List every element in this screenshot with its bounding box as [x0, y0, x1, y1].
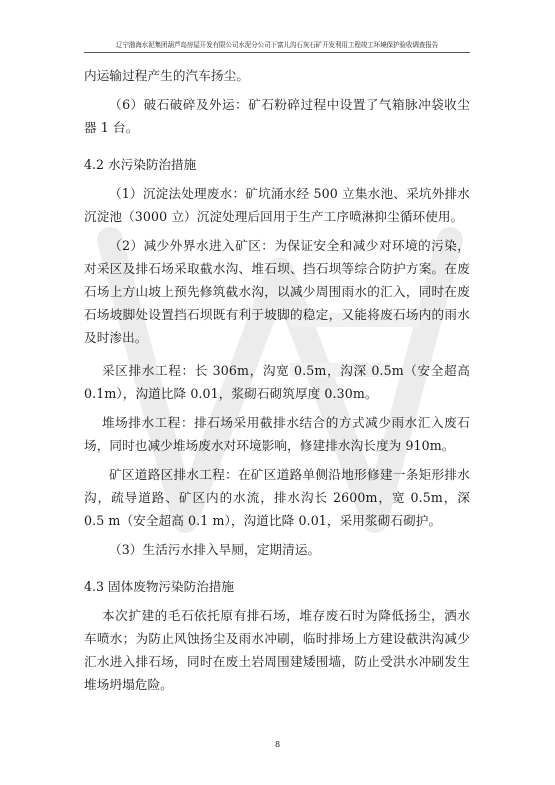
paragraph-road-drainage: 矿区道路区排水工程：在矿区道路单侧沿地形修建一条矩形排水沟，疏导道路、矿区内的水流，排水沟长 2600m，宽 0.5m，深 0.5 m（安全超高 0.1 m），沟道比降 0.01，采用浆砌石砌护。 — [84, 467, 470, 528]
body-text — [84, 64, 470, 696]
section-heading-4-2: 4.2 水污染防治措施 — [84, 157, 197, 172]
paragraph-mining-drainage: 采区排水工程：长 306m，沟宽 0.5m，沟深 0.5m（安全超高 0.1m），沟道比降 0.01，浆砌石砌筑厚度 0.30m。 — [84, 363, 470, 401]
header-rule — [84, 52, 470, 53]
paragraph-domestic-sewage: （3）生活污水排入旱厕，定期清运。 — [109, 542, 321, 557]
running-header: 辽宁渤海水泥集团葫芦岛房屋开发有限公司水泥分公司下富儿沟石灰石矿开发利用工程竣工环境保护验收调查报告 — [115, 41, 439, 49]
paragraph-crushing: （6）破石破碎及外运：矿石粉碎过程中设置了气箱脉冲袋收尘器 1 台。 — [84, 97, 470, 135]
paragraph-dump-drainage: 堆场排水工程：排石场采用截排水结合的方式减少雨水汇入废石场，同时也减少堆场废水对环境影响，修建排水沟长度为 910m。 — [84, 415, 470, 453]
paragraph-solid-waste: 本次扩建的毛石依托原有排石场，堆存废石时为降低扬尘，洒水车喷水；为防止风蚀扬尘及雨水冲刷，临时排场上方建设截洪沟减少汇水进入排石场，同时在废土岩周围建矮围墙，防止受洪水冲刷发生堆场坍塌危险。 — [84, 608, 470, 692]
section-heading-4-3: 4.3 固体废物污染防治措施 — [84, 579, 234, 594]
paragraph-reduce-inflow: （2）减少外界水进入矿区：为保证安全和减少对环境的污染，对采区及排石场采取截水沟、堆石坝、挡石坝等综合防护方案。在废石场上方山坡上预先修筑截水沟，以减少周围雨水的汇入，同时在废石场坡脚处设置挡石坝既有利于坡脚的稳定，又能将废石场内的雨水及时渗出。 — [84, 238, 470, 345]
paragraph-sedimentation: （1）沉淀法处理废水：矿坑涌水经 500 立集水池、采坑外排水沉淀池（3000 立）沉淀处理后回用于生产工序喷淋抑尘循环使用。 — [84, 186, 470, 224]
page-number: 8 — [274, 740, 281, 749]
paragraph-continued: 内运输过程产生的汽车扬尘。 — [84, 68, 250, 83]
